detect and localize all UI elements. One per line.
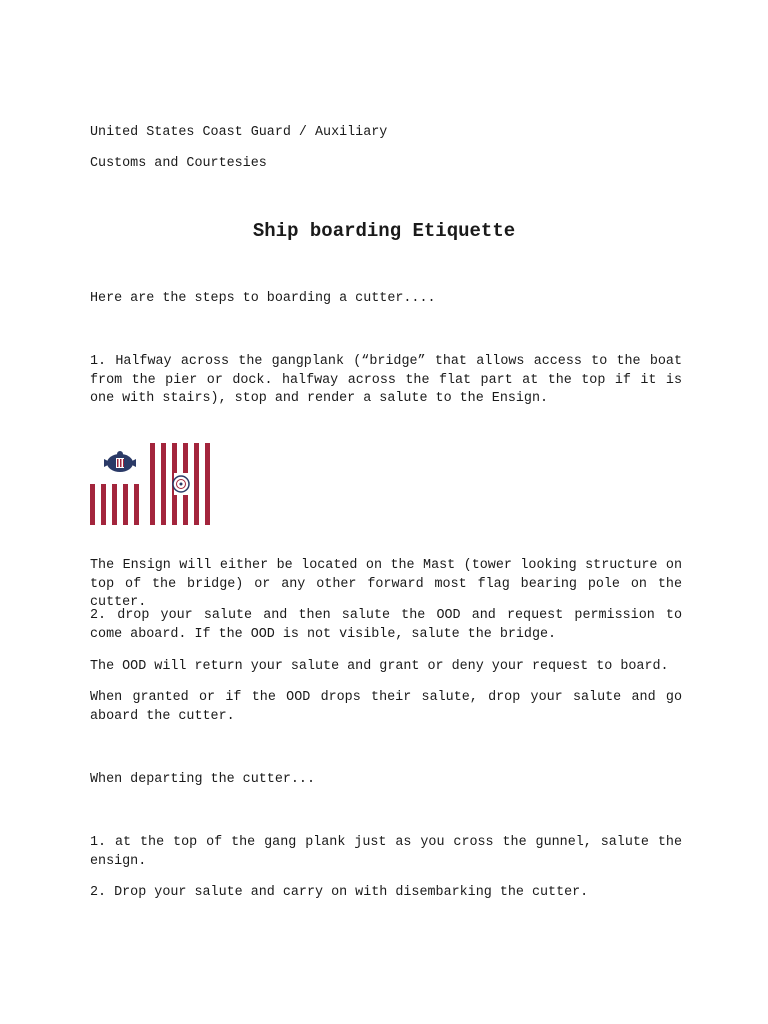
header-subject: Customs and Courtesies (90, 156, 267, 171)
ensign-location-note: The Ensign will either be located on the Mast (tower looking structure on top of the bridge) or any other forward most flag bearing pole on the cutter. (90, 558, 682, 610)
boarding-step-1: 1. Halfway across the gangplank (“bridge” that allows access to the boat from the pier or dock. halfway across the flat part at the top if it is one with stairs), stop and render a salute to the Ensign. (90, 354, 682, 406)
departing-intro: When departing the cutter... (90, 772, 315, 787)
coast-guard-ensign-flag-icon (90, 443, 210, 525)
granted-note: When granted or if the OOD drops their salute, drop your salute and go aboard the cutter. (90, 690, 682, 724)
departing-step-1: 1. at the top of the gang plank just as you cross the gunnel, salute the ensign. (90, 835, 682, 869)
boarding-step-2: 2. drop your salute and then salute the OOD and request permission to come aboard. If the OOD is not visible, salute the bridge. (90, 608, 682, 642)
page-title: Ship boarding Etiquette (252, 220, 516, 242)
boarding-intro: Here are the steps to boarding a cutter.... (90, 291, 436, 306)
header-org: United States Coast Guard / Auxiliary (90, 125, 388, 140)
departing-step-2: 2. Drop your salute and carry on with disembarking the cutter. (90, 885, 589, 900)
ood-return-note: The OOD will return your salute and grant or deny your request to board. (90, 659, 669, 674)
